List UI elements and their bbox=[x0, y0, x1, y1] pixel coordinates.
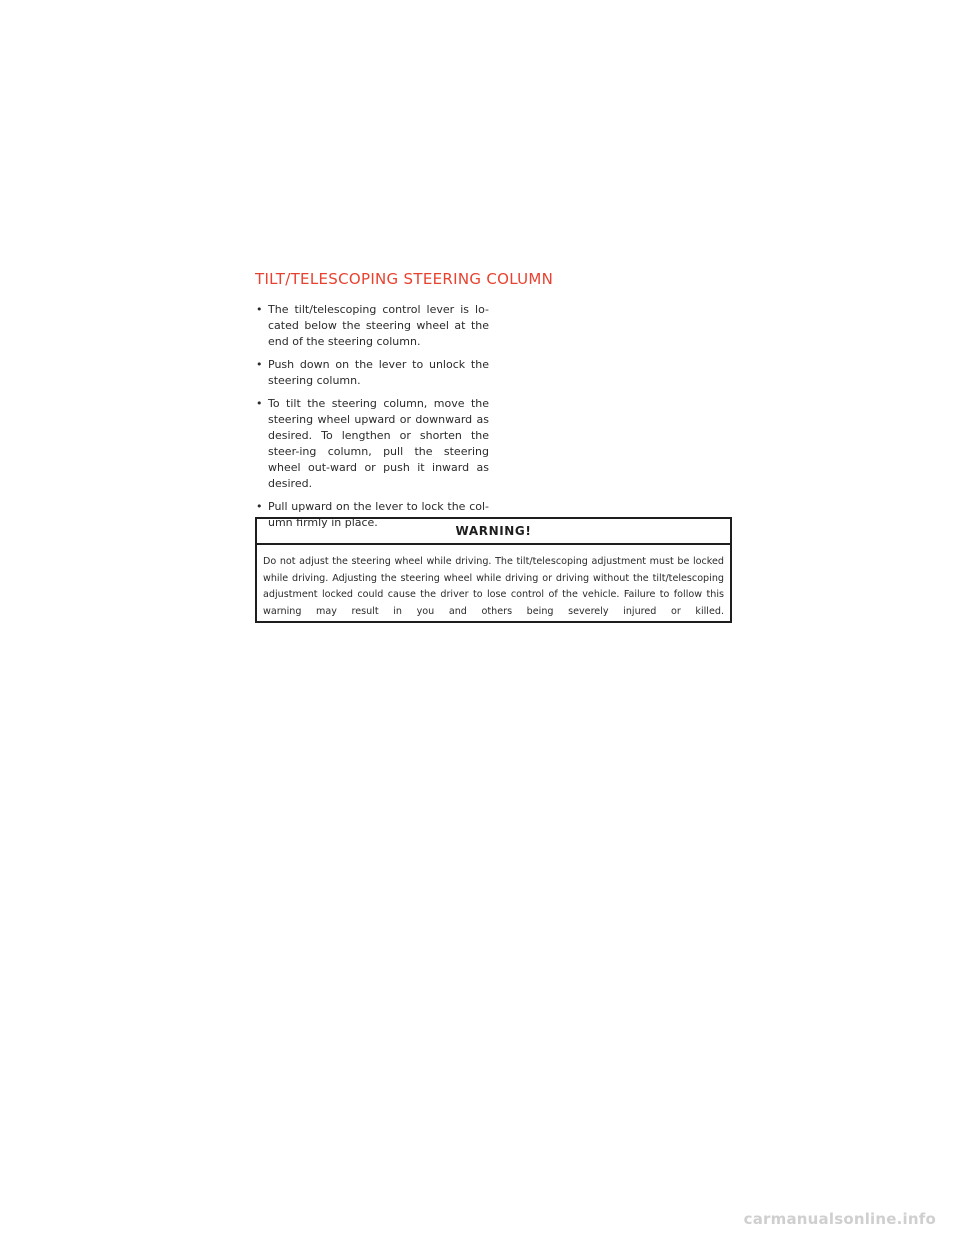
bullet-icon: • bbox=[256, 397, 263, 410]
bullet-icon: • bbox=[256, 358, 263, 371]
section-title: TILT/TELESCOPING STEERING COLUMN bbox=[255, 270, 554, 288]
warning-body: Do not adjust the steering wheel while driving. The tilt/telescoping adjustment must be locked while driving. Adjusting the steering wheel while driving or driving without the tilt/telescoping adjustment locked could cause the driver to lose control of the vehicle. Failure to follow this warning may result in you and others being severely injured or killed. bbox=[263, 556, 724, 617]
watermark-link[interactable]: carmanualsonline.info bbox=[743, 1210, 936, 1228]
list-item bbox=[255, 396, 489, 492]
warning-box bbox=[255, 517, 732, 623]
list-item bbox=[255, 302, 489, 350]
list-item-text: The tilt/telescoping control lever is lo-cated below the steering wheel at the end of the steering column. bbox=[268, 303, 489, 348]
list-item-text: Pull upward on the lever to lock the col-umn firmly in place. bbox=[268, 500, 489, 529]
bullet-icon: • bbox=[256, 303, 263, 316]
list-item-text: To tilt the steering column, move the steering wheel upward or downward as desired. To lengthen or shorten the steer-ing column, pull the steering wheel out-ward or push it inward as desired. bbox=[268, 397, 489, 490]
list-item-text: Push down on the lever to unlock the steering column. bbox=[268, 358, 489, 387]
list-item bbox=[255, 357, 489, 389]
bullet-icon: • bbox=[256, 500, 263, 513]
warning-heading: WARNING! bbox=[257, 519, 730, 545]
instruction-list bbox=[255, 302, 489, 538]
